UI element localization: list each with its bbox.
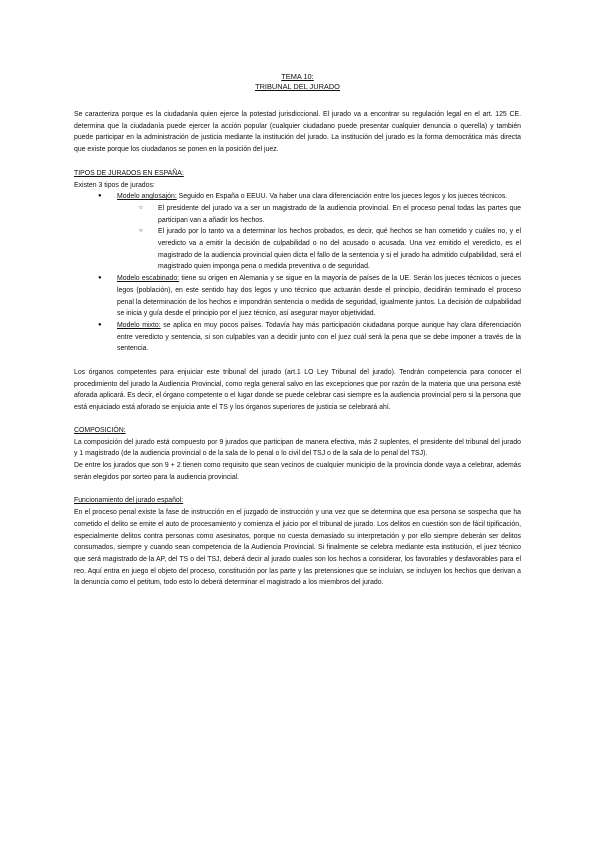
text-anglosajon: Seguido en España o EEUU. Va haber una clara diferenciación entre los jueces legos y los jueces técnicos. — [176, 193, 508, 201]
tipos-heading: TIPOS DE JURADOS EN ESPAÑA: — [74, 169, 184, 177]
title-line-1: TEMA 10: — [281, 72, 314, 81]
list-item-anglosajon — [98, 191, 521, 273]
funcionamiento-heading: Funcionamiento del jurado español: — [74, 497, 184, 505]
funcionamiento-paragraph: En el proceso penal existe la fase de instrucción en el juzgado de instrucción y una vez que se determina que esa persona se sospecha que ha cometido el delito se emite el auto de procesamiento y comienza el juicio por el tribunal de jurado. Los delitos en cuestión son de fácil tipificación, especialmente delitos contra personas como asesinatos, porque no cuesta demasiado su interpretación y por ello siempre deberán ser delitos consumados, siempre y cuando sean competencia de la Audiencia Provincial. Si finalmente se celebra mediante esta institución, el juez técnico que será magistrado de la AP, del TS o del TSJ, deberá decir al jurado cuales son los hechos a considerar, los favorables y desfavorables para el reo. Aquí entra en juego el objeto del proceso, constitución por las parte y las pretensiones que se incluían, se incluyen los hechos que derivan a la denuncia como el petitum, todo esto lo deberá determinar el magistrado a los miembros del jurado. — [74, 509, 521, 587]
sub-list-item: ○ El jurado por lo tanto va a determinar los hechos probados, es decir, qué hechos se han cometido y cuáles no, y el veredicto va a emitir la decisión de culpabilidad o no del acusado o acusada. Una vez emitido el veredicto, es el magistrado de la audiencia provincial quien dicta el fallo de la sentencia y si el jurado ha admitido culpabilidad, será el magistrado quien imponga pena o medida preventiva o de seguridad. — [139, 226, 521, 273]
composicion-paragraph-1: La composición del jurado está compuesto por 9 jurados que participan de manera efectiva, más 2 suplentes, el presidente del tribunal del jurado y 1 magistrado (de la audiencia provincial o de la sala de lo penal o lo civil del TSJ o de la sala de lo penal del TSJ). — [74, 438, 521, 458]
organos-paragraph: Los órganos competentes para enjuiciar este tribunal del jurado (art.1 LO Ley Tribunal del jurado). Tendrán competencia para conocer el procedimiento del jurado la Audiencia Provincial, como regla general salvo en las excepciones que por razón de la materia que una persona esté aforada aplicará. Es decir, el órgano competente o el lugar donde se puede celebrar casi siempre es la audiencia provincial pero si la persona que está enjuiciado está aforado se enjuicia ante el TS y los órganos superiores de justicia se celebrará ahí. — [74, 369, 521, 412]
anglosajon-sublist — [117, 203, 521, 273]
list-item-mixto — [98, 320, 521, 355]
term-anglosajon: Modelo anglosajón: — [117, 193, 177, 201]
composicion-paragraph-2: De entre los jurados que son 9 + 2 tienen como requisito que sean vecinos de cualquier municipio de la provincia donde vaya a celebrar, además serán elegidos por sorteo para la audiencia provincial. — [74, 461, 521, 481]
sub-list-item: ○ El presidente del jurado va a ser un magistrado de la audiencia provincial. En el proceso penal todas las partes que participan van a añadir los hechos. — [139, 203, 521, 226]
term-escabinado: Modelo escabinado: — [117, 275, 180, 283]
tipos-list — [74, 191, 521, 355]
intro-paragraph: Se caracteriza porque es la ciudadanía quien ejerce la potestad jurisdiccional. El jurado va a encontrar su regulación legal en el art. 125 CE. determina que la ciudadanía puede ejercer la acción popular (cualquier ciudadano puede presentar cualquier denuncia o querella) y también puede participar en la administración de justicia mediante la institución del jurado. La institución del jurado es la forma democrática más directa que existe porque los ciudadanos se ponen en la posición del juez. — [74, 111, 521, 154]
tipos-lead: Existen 3 tipos de jurados: — [74, 181, 155, 189]
composicion-heading: COMPOSICIÓN: — [74, 426, 126, 434]
title-line-2: TRIBUNAL DEL JURADO — [255, 82, 340, 91]
term-mixto: Modelo mixto: — [117, 321, 161, 329]
text-escabinado: tiene su origen en Alemania y se sigue en la mayoría de países de la UE. Serán los jueces técnicos o jueces legos (población), en este sentido hay dos legos y uno técnico que actuarán desde el principio, decidirán terminado el proceso penal la determinación de los hechos e impondrán sentencia o medida de seguridad, igualmente juntos. La decisión de culpabilidad se inicia y guía desde el principio por el juez técnico, así asegurar mayor objetividad. — [117, 275, 521, 318]
text-mixto: se aplica en muy pocos países. Todavía hay más participación ciudadana porque aunque hay clara diferenciación entre veredicto y sentencia, si son culpables van a decidir junto con el juez cuál será la pena que se debe imponer a través de la sentencia. — [117, 321, 521, 353]
list-item-escabinado — [98, 273, 521, 320]
document-title — [74, 72, 521, 92]
